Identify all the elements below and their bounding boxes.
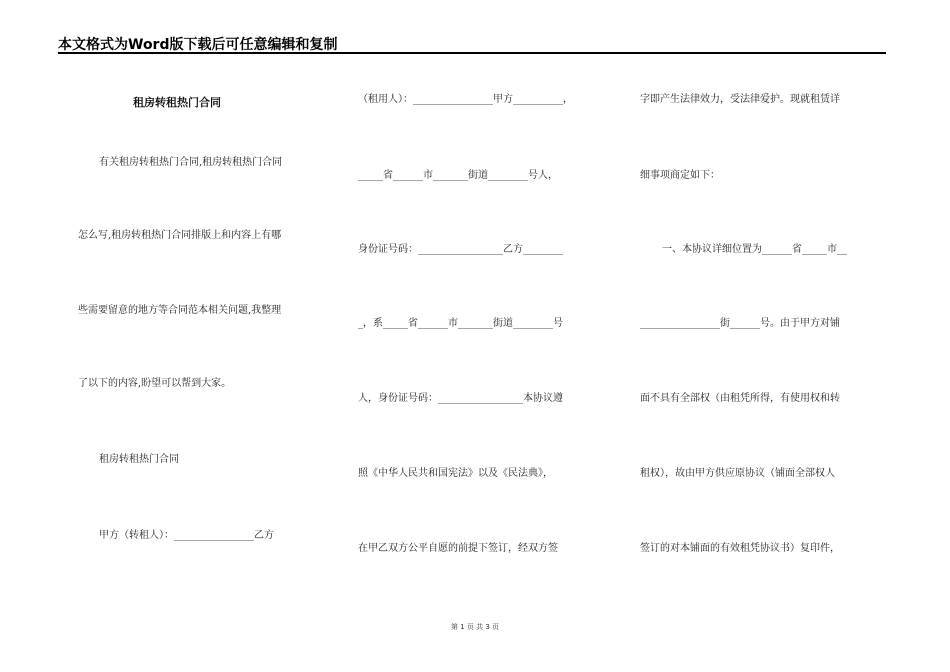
text-line: _____省______市_______街道________号人， bbox=[358, 170, 558, 181]
header-divider bbox=[58, 52, 886, 54]
text-line: 有关租房转租热门合同,租房转租热门合同 bbox=[99, 157, 283, 168]
text-line: ________________街______号。由于甲方对铺 bbox=[640, 318, 840, 329]
text-line: 身份证号码：_________________乙方________ bbox=[358, 244, 563, 255]
document-title: 租房转租热门合同 bbox=[133, 96, 221, 109]
text-line: 照《中华人民共和国宪法》以及《民法典》， bbox=[358, 468, 553, 479]
text-line: （租用人）：________________甲方__________， bbox=[358, 94, 573, 105]
text-line: 了以下的内容,盼望可以帮到大家。 bbox=[78, 378, 232, 389]
text-line: 租权），故由甲方供应原协议（铺面全部权人 bbox=[640, 468, 835, 479]
text-line: 在甲乙双方公平自愿的前提下签订，经双方签 bbox=[358, 543, 558, 554]
text-line: 甲方（转租人）：________________乙方 bbox=[99, 530, 274, 541]
page-number: 第 1 页 共 3 页 bbox=[450, 623, 500, 631]
text-line: 面不具有全部权（由租凭所得，有使用权和转 bbox=[640, 393, 840, 404]
text-line: 租房转租热门合同 bbox=[99, 454, 179, 465]
text-line: _，系_____省______市_______街道________号 bbox=[358, 318, 563, 329]
page-header-title: 本文格式为Word版下载后可任意编辑和复制 bbox=[58, 37, 338, 53]
text-line: 字即产生法律效力，受法律爱护。现就租赁详 bbox=[640, 94, 840, 105]
text-line: 人，身份证号码：_________________本协议遵 bbox=[358, 393, 563, 404]
text-line: 些需要留意的地方等合同范本相关问题,我整理 bbox=[78, 305, 282, 316]
text-line: 细事项商定如下： bbox=[640, 170, 720, 181]
text-line: 签订的对本铺面的有效租凭协议书）复印件， bbox=[640, 543, 840, 554]
text-line: 怎么写,租房转租热门合同排版上和内容上有哪 bbox=[78, 230, 282, 241]
text-line: 一、本协议详细位置为______省_____市__ bbox=[662, 244, 847, 255]
